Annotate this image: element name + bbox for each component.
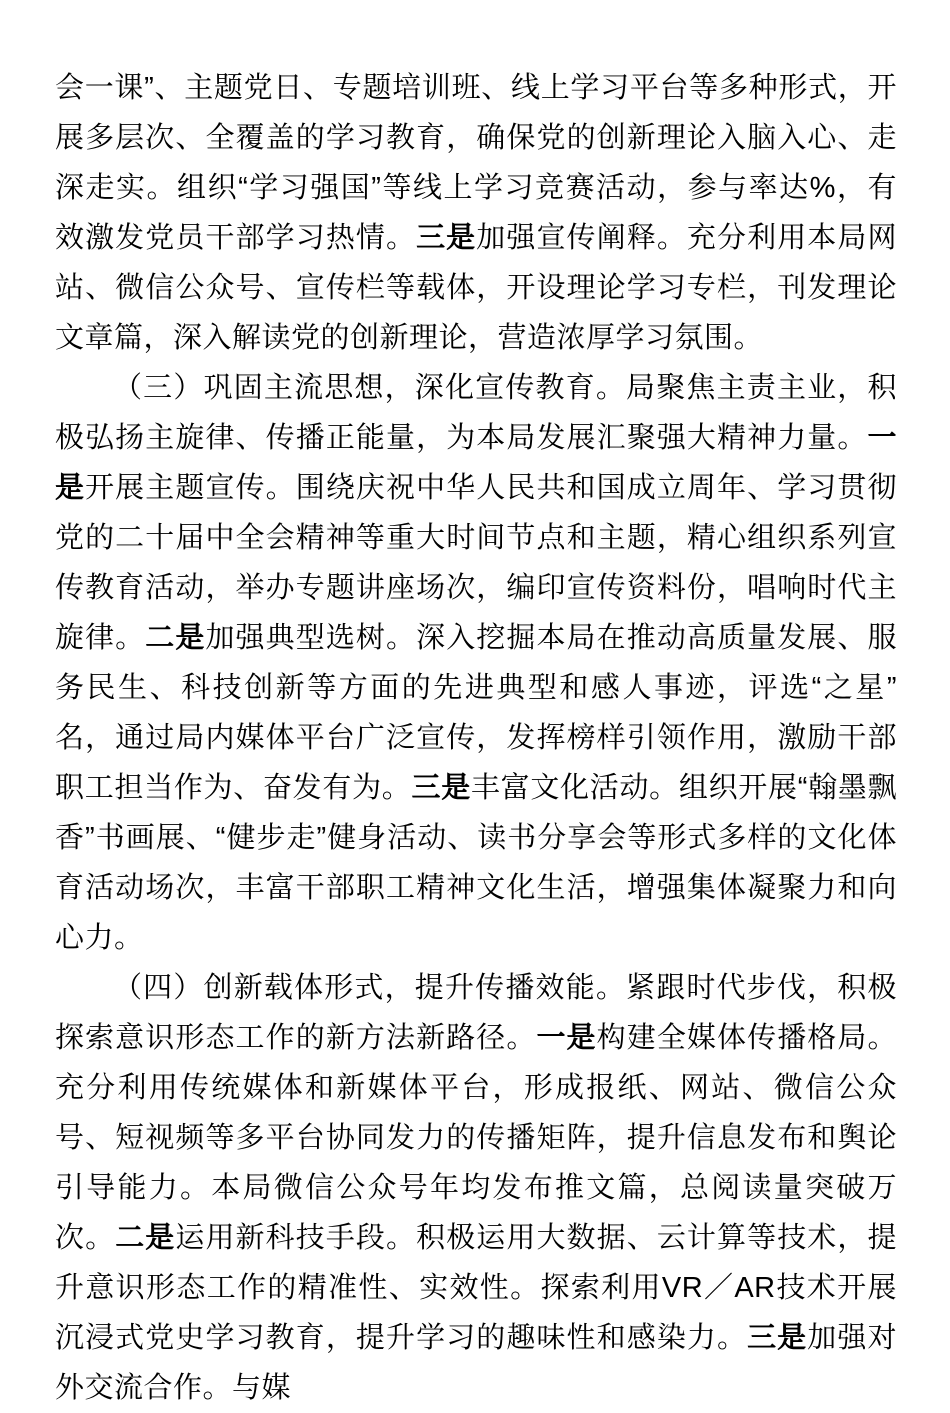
emphasis-run: 一是 bbox=[55, 422, 897, 504]
emphasis-run: 二是 bbox=[145, 622, 206, 654]
text-run: 丰富文化活动。组织开展“翰墨飘香”书画展、“健步走”健身活动、读书分享会等形式多样的文化体育活动场次，丰富干部职工精神文化生活，增强集体凝聚力和向心力。 bbox=[55, 772, 897, 954]
emphasis-run: 二是 bbox=[115, 1222, 176, 1254]
text-run: 运用新科技手段。积极运用大数据、云计算等技术，提升意识形态工作的精准性、实效性。探索利用VR／AR技术开展沉浸式党史学习教育，提升学习的趣味性和感染力。 bbox=[55, 1222, 897, 1354]
paragraph bbox=[55, 363, 897, 963]
text-run: 加强典型选树。深入挖掘本局在推动高质量发展、服务民生、科技创新等方面的先进典型和感人事迹，评选“之星”名，通过局内媒体平台广泛宣传，发挥榜样引领作用，激励干部职工担当作为、奋发有为。 bbox=[55, 622, 897, 804]
text-run: 会一课”、主题党日、专题培训班、线上学习平台等多种形式，开展多层次、全覆盖的学习教育，确保党的创新理论入脑入心、走深走实。组织“学习强国”等线上学习竞赛活动，参与率达%，有效激发党员干部学习热情。 bbox=[55, 72, 897, 254]
text-run: 加强对外交流合作。与媒 bbox=[55, 1322, 897, 1404]
emphasis-run: 三是 bbox=[411, 772, 471, 804]
paragraph bbox=[55, 963, 897, 1413]
emphasis-run: 一是 bbox=[536, 1022, 597, 1054]
paragraph bbox=[55, 63, 897, 363]
emphasis-run: 三是 bbox=[416, 222, 477, 254]
document-body bbox=[55, 63, 897, 1413]
emphasis-run: 三是 bbox=[747, 1322, 808, 1354]
text-run: 加强宣传阐释。充分利用本局网站、微信公众号、宣传栏等载体，开设理论学习专栏，刊发理论文章篇，深入解读党的创新理论，营造浓厚学习氛围。 bbox=[55, 222, 897, 354]
text-run: （四）创新载体形式，提升传播效能。紧跟时代步伐，积极探索意识形态工作的新方法新路径。 bbox=[55, 972, 897, 1054]
text-run: （三）巩固主流思想，深化宣传教育。局聚焦主责主业，积极弘扬主旋律、传播正能量，为本局发展汇聚强大精神力量。 bbox=[55, 372, 897, 454]
text-run: 开展主题宣传。围绕庆祝中华人民共和国成立周年、学习贯彻党的二十届中全会精神等重大时间节点和主题，精心组织系列宣传教育活动，举办专题讲座场次，编印宣传资料份，唱响时代主旋律。 bbox=[55, 472, 897, 654]
text-run: 构建全媒体传播格局。充分利用传统媒体和新媒体平台，形成报纸、网站、微信公众号、短视频等多平台协同发力的传播矩阵，提升信息发布和舆论引导能力。本局微信公众号年均发布推文篇，总阅读量突破万次。 bbox=[55, 1022, 897, 1254]
